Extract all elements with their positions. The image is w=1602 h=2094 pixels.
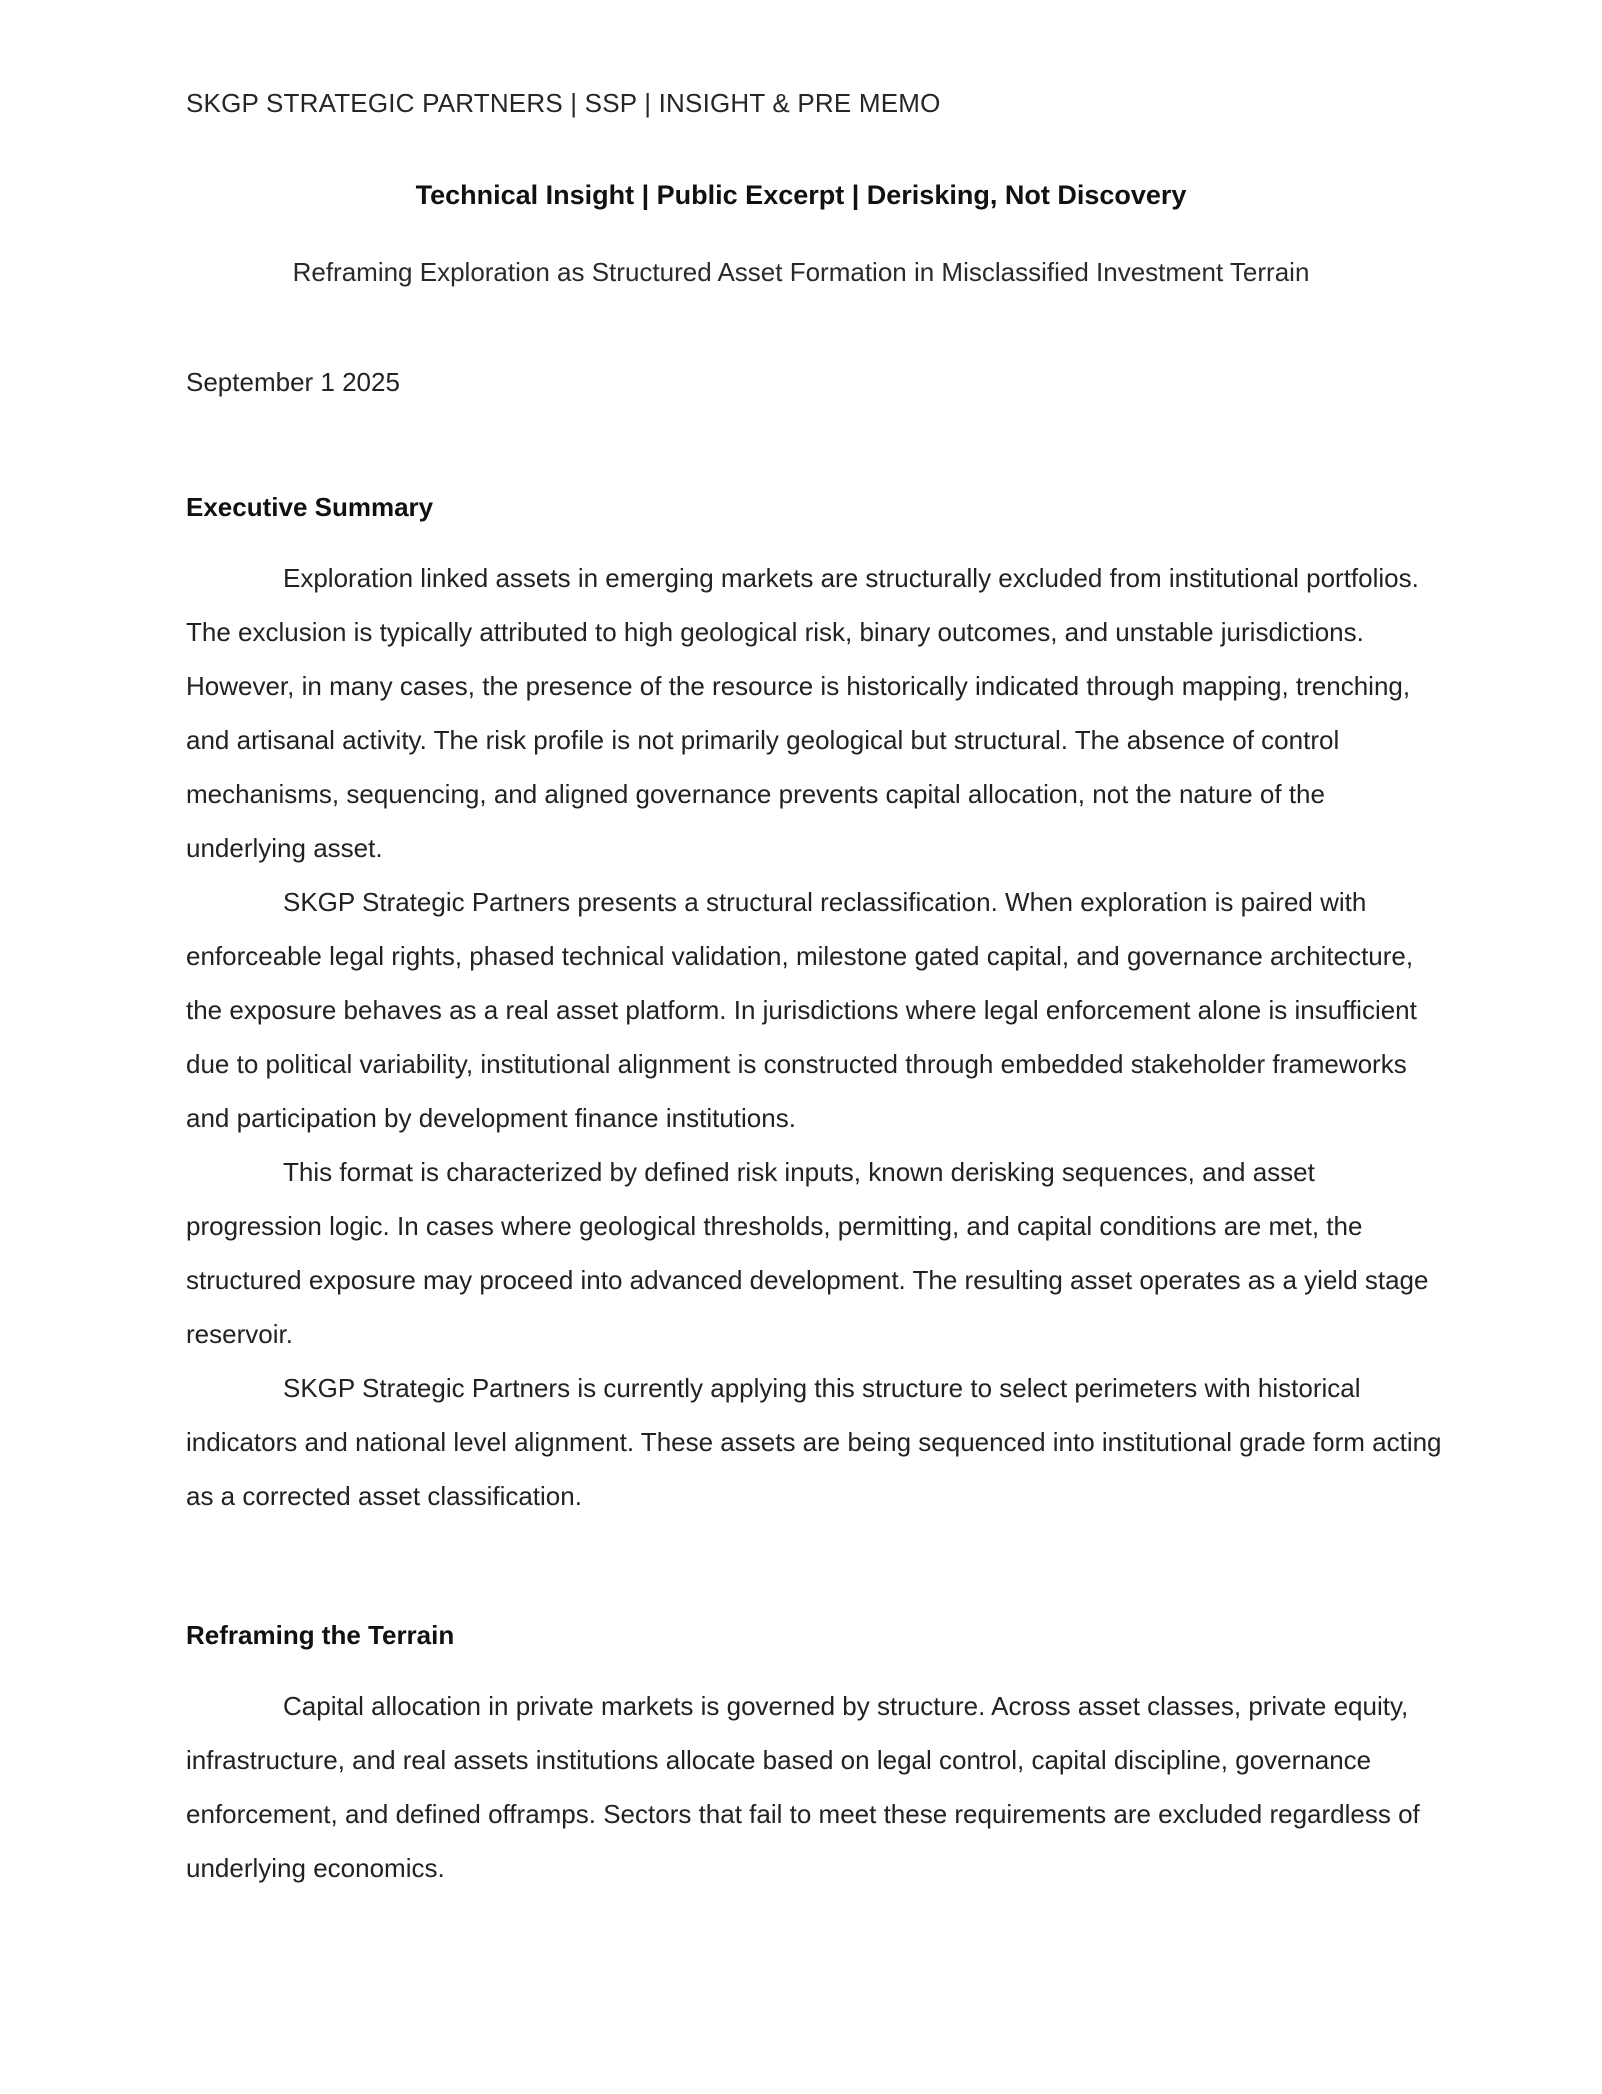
paragraph: SKGP Strategic Partners is currently applying this structure to select perimeters with historical indicators and national level alignment. These assets are being sequenced into institutional grade form acting as a corrected asset classification. [186,1373,1442,1511]
paragraph: This format is characterized by defined risk inputs, known derisking sequences, and asset progression logic. In cases where geological thresholds, permitting, and capital conditions are met, the structured exposure may proceed into advanced development. The resulting asset operates as a yield stage reservoir. [186,1157,1429,1349]
document-date: September 1 2025 [186,367,400,397]
section-body-executive-summary [186,551,1446,1523]
document-title: Technical Insight | Public Excerpt | Derisking, Not Discovery [415,180,1187,210]
paragraph: Capital allocation in private markets is governed by structure. Across asset classes, private equity, infrastructure, and real assets institutions allocate based on legal control, capital discipline, governance enforcement, and defined offramps. Sectors that fail to meet these requirements are excluded regardless of underlying economics. [186,1691,1420,1883]
paragraph: Exploration linked assets in emerging markets are structurally excluded from institutional portfolios. The exclusion is typically attributed to high geological risk, binary outcomes, and unstable jurisdictions. However, in many cases, the presence of the resource is historically indicated through mapping, trenching, and artisanal activity. The risk profile is not primarily geological but structural. The absence of control mechanisms, sequencing, and aligned governance prevents capital allocation, not the nature of the underlying asset. [186,563,1419,863]
document-subtitle: Reframing Exploration as Structured Asset Formation in Misclassified Investment Terrain [292,257,1310,287]
running-header: SKGP STRATEGIC PARTNERS | SSP | INSIGHT & PRE MEMO [186,88,941,118]
paragraph: SKGP Strategic Partners presents a structural reclassification. When exploration is paired with enforceable legal rights, phased technical validation, milestone gated capital, and governance architecture, the exposure behaves as a real asset platform. In jurisdictions where legal enforcement alone is insufficient due to political variability, institutional alignment is constructed through embedded stakeholder frameworks and participation by development finance institutions. [186,887,1417,1133]
section-heading-reframing-the-terrain: Reframing the Terrain [186,1620,455,1650]
section-body-reframing-the-terrain [186,1679,1446,1895]
section-heading-executive-summary: Executive Summary [186,492,434,522]
